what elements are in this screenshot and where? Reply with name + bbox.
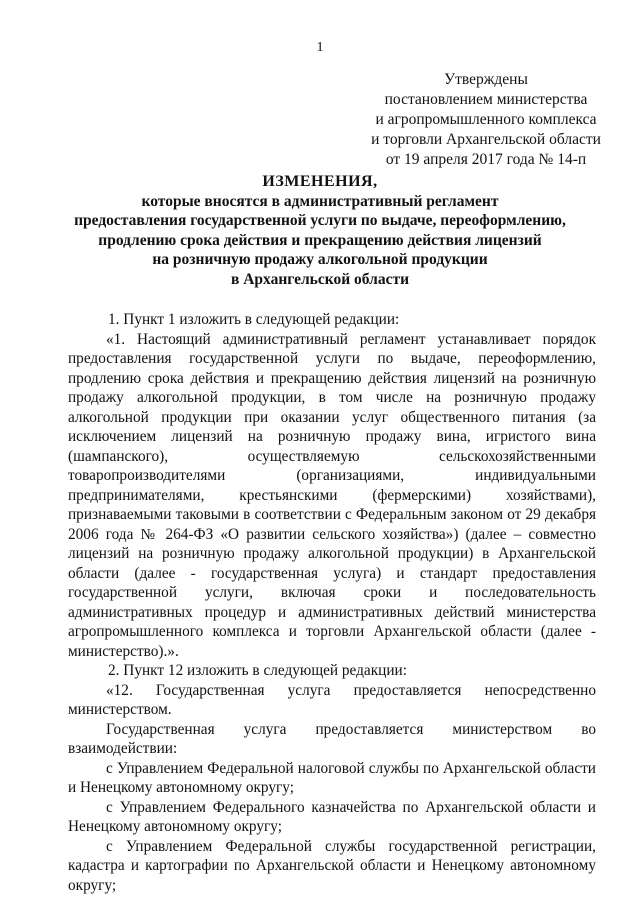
title-line: в Архангельской области [230, 270, 410, 288]
paragraph-clause-1: «1. Настоящий административный регламент устанавливает порядок предоставления государственной услуги по выдаче, переоформлению, продлению срока действия и прекращению действия лицензий на розничную продажу алкогольной продукции, в том числе на розничную продажу алкогольной продукции при оказании услуг общественного питания (за исключением лицензий на розничную продажу вина, игристого вина (шампанского), осуществляемую сельскохозяйственными товаропроизводителями (организациями, индивидуальными предпринимателями, крестьянскими (фермерскими) хозяйствами), признаваемыми таковыми в соответствии с Федеральным законом от 29 декабря 2006 года № 264-ФЗ «О развитии сельского хозяйства») (далее – совместно лицензий на розничную продажу алкогольной продукции) в Архангельской области (далее - государственная услуга) и стандарт предоставления государственной услуги, включая сроки и последовательность административных процедур и административных действий министерства агропромышленного комплекса и торговли Архангельской области (далее - министерство).». [68, 330, 596, 660]
title-heading: ИЗМЕНЕНИЯ, [262, 173, 378, 190]
paragraph-item-2: 2. Пункт 12 изложить в следующей редакции: [108, 662, 407, 679]
paragraph-item-1: 1. Пункт 1 изложить в следующей редакции: [108, 311, 400, 328]
paragraph-clause-12: «12. Государственная услуга предоставляется непосредственно министерством. [68, 681, 596, 718]
document-body [68, 310, 596, 895]
approval-line: от 19 апреля 2017 года № 14-п [385, 151, 587, 168]
approval-line: Утверждены [444, 71, 528, 88]
approval-stamp [356, 70, 616, 170]
paragraph: с Управлением Федерального казначейства по Архангельской области и Ненецкому автономному округу; [68, 798, 596, 835]
page-number: 1 [316, 40, 324, 55]
title-line: продлению срока действия и прекращению действия лицензий [98, 231, 542, 249]
paragraph: с Управлением Федеральной службы государственной регистрации, кадастра и картографии по Архангельской области и Ненецкому автономному округу; [68, 837, 596, 894]
approval-line: и торговли Архангельской области [371, 131, 601, 148]
title-line: предоставления государственной услуги по выдаче, переоформлению, [74, 212, 566, 229]
title-line: которые вносятся в административный регламент [141, 192, 499, 210]
paragraph: Государственная услуга предоставляется министерством во взаимодействии: [68, 720, 596, 757]
title-line: на розничную продажу алкогольной продукции [152, 251, 488, 268]
document-title [60, 172, 580, 289]
paragraph: с Управлением Федеральной налоговой службы по Архангельской области и Ненецкому автономному округу; [68, 759, 596, 796]
approval-line: и агропромышленного комплекса [375, 111, 597, 128]
approval-line: постановлением министерства [384, 91, 588, 108]
